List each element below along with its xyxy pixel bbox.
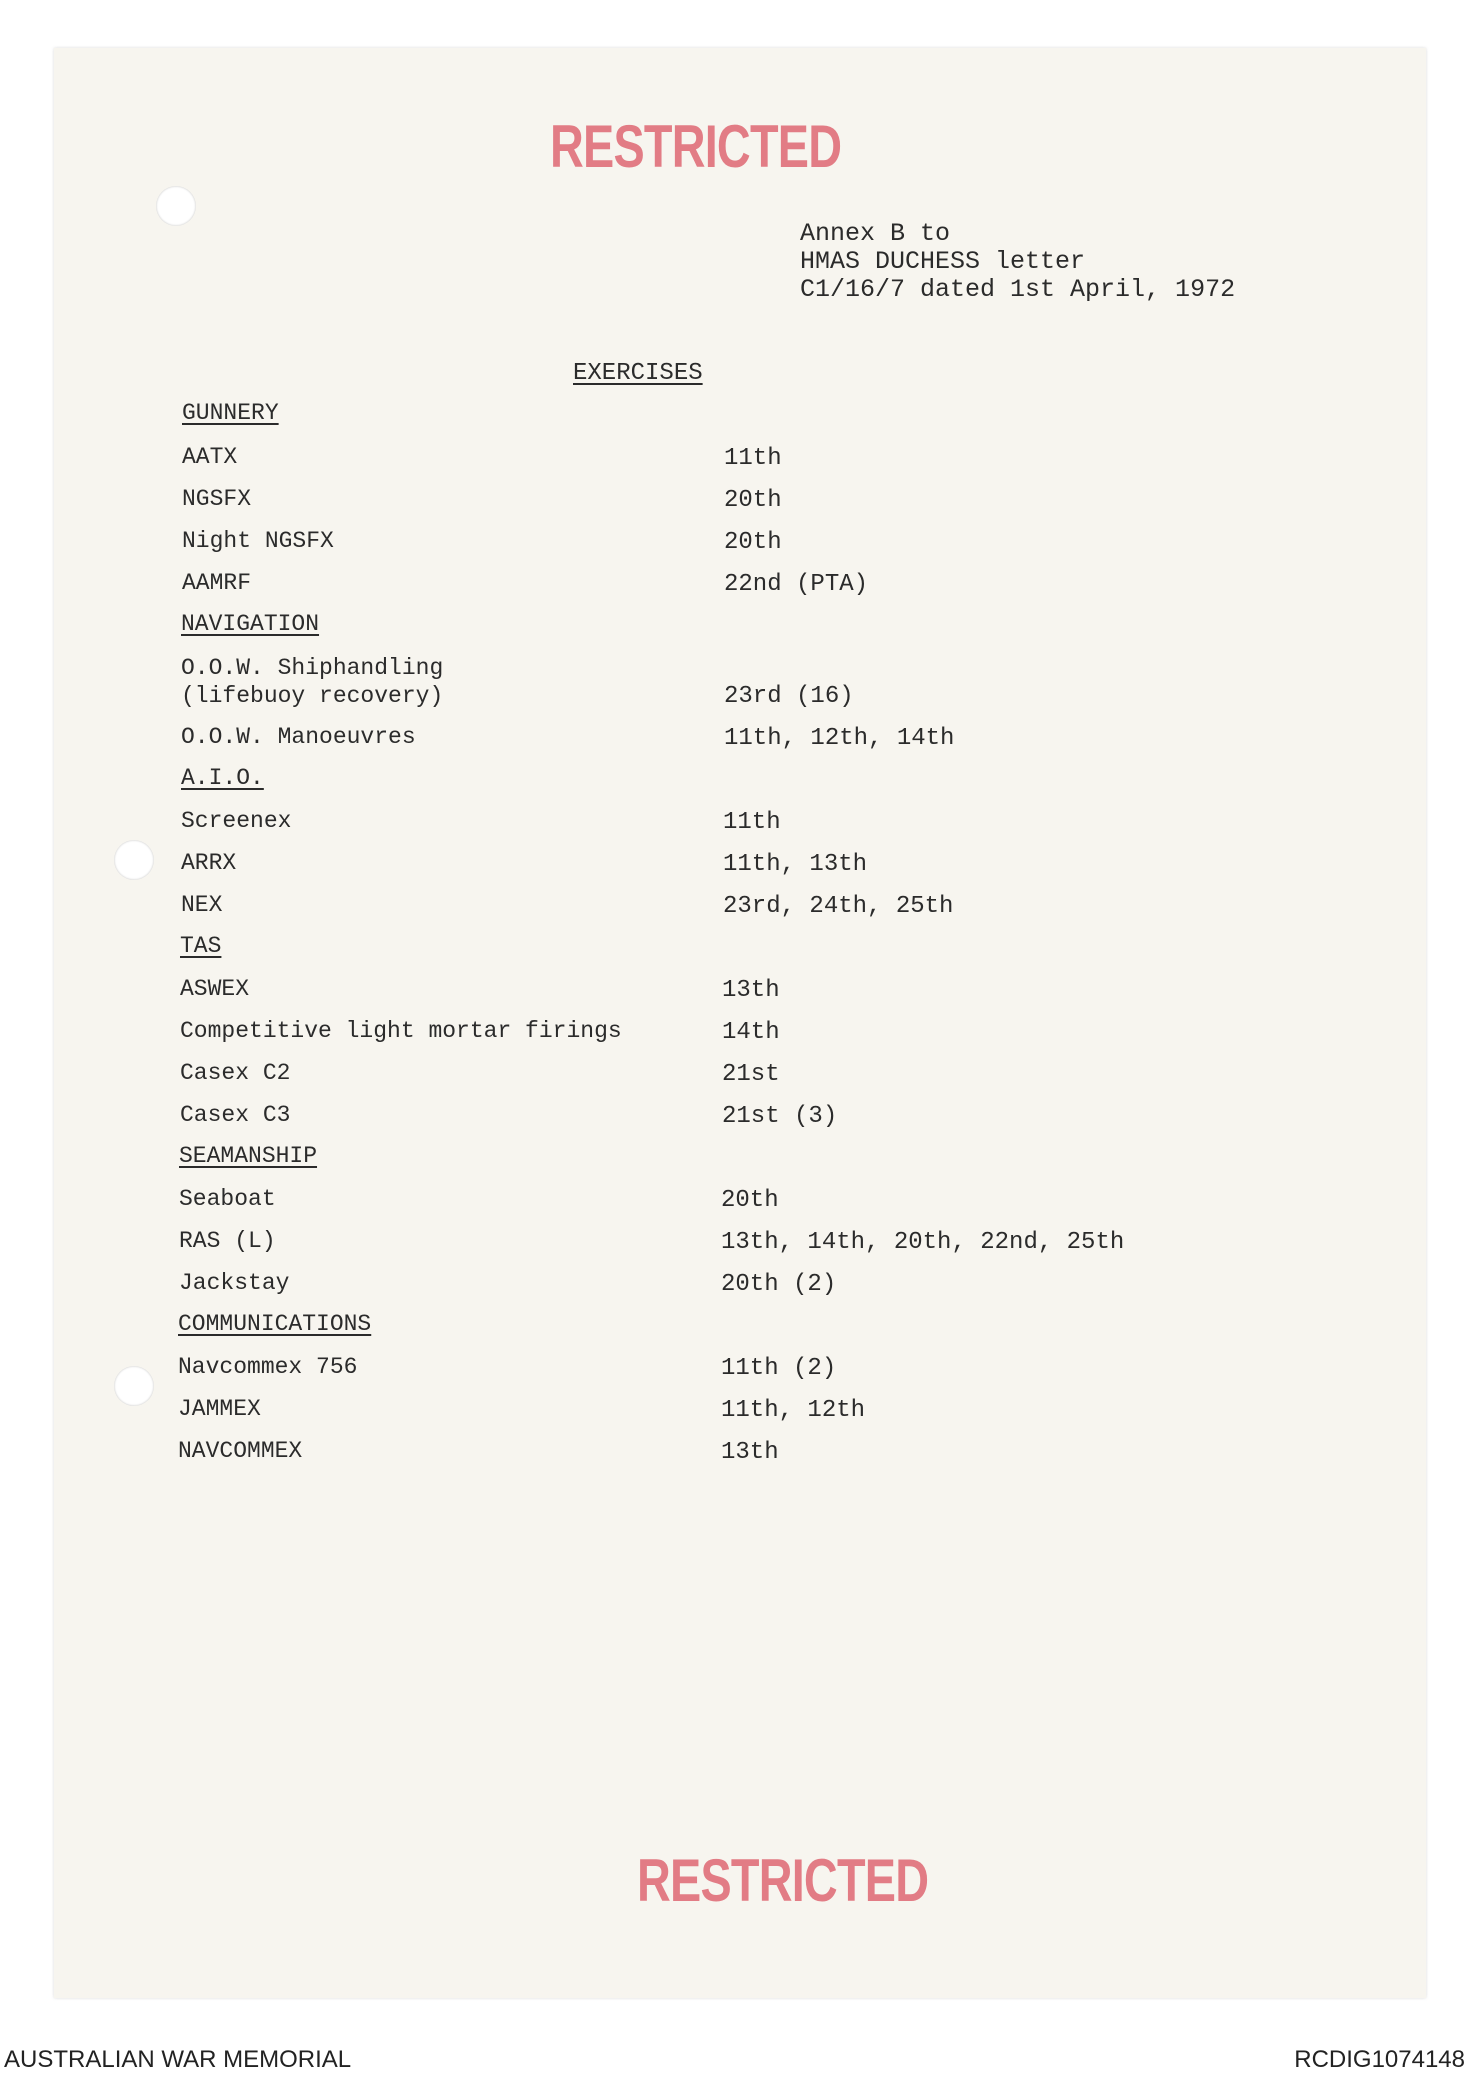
exercise-name: ASWEX	[180, 976, 250, 1002]
exercise-name: ARRX	[181, 850, 237, 876]
exercise-name: Jackstay	[179, 1270, 290, 1296]
restricted-stamp-bottom: RESTRICTED	[637, 1847, 929, 1914]
exercise-dates: 23rd, 24th, 25th	[723, 893, 954, 920]
restricted-stamp-top: RESTRICTED	[550, 113, 842, 180]
exercise-dates: 20th (2)	[721, 1271, 837, 1298]
exercise-name: Casex C2	[180, 1060, 291, 1086]
section-title-gunnery: GUNNERY	[182, 400, 279, 426]
exercise-dates: 11th	[724, 445, 782, 472]
exercise-dates: 21st	[722, 1061, 780, 1088]
annex-reference	[800, 220, 1235, 304]
exercise-dates: 11th, 13th	[723, 851, 868, 878]
section-title-navigation: NAVIGATION	[181, 611, 320, 637]
section-title-tas: TAS	[180, 933, 222, 959]
exercise-dates: 14th	[722, 1019, 780, 1046]
exercise-name: Screenex	[181, 808, 292, 834]
exercise-name: AATX	[182, 444, 238, 470]
page-title: EXERCISES	[573, 360, 703, 387]
exercise-dates: 23rd (16)	[724, 683, 854, 710]
annex-line: HMAS DUCHESS letter	[800, 247, 1086, 276]
exercise-dates: 11th	[723, 809, 781, 836]
section-title-aio: A.I.O.	[181, 765, 264, 791]
exercise-dates: 11th, 12th	[721, 1397, 866, 1424]
exercise-name-continued: (lifebuoy recovery)	[181, 683, 444, 709]
punch-hole	[156, 186, 196, 226]
exercise-name: NEX	[181, 892, 223, 918]
exercise-name: O.O.W. Manoeuvres	[181, 724, 416, 750]
exercise-dates: 22nd (PTA)	[724, 571, 869, 598]
exercise-name: Night NGSFX	[182, 528, 334, 554]
exercise-dates: 20th	[721, 1187, 779, 1214]
annex-line: Annex B to	[800, 219, 951, 248]
exercise-dates: 13th	[722, 977, 780, 1004]
footer-source: AUSTRALIAN WAR MEMORIAL	[4, 2046, 352, 2073]
exercise-dates: 13th	[721, 1439, 779, 1466]
exercise-name: RAS (L)	[179, 1228, 276, 1254]
exercise-name: NAVCOMMEX	[178, 1438, 303, 1464]
exercise-name: JAMMEX	[178, 1396, 261, 1422]
exercise-dates: 21st (3)	[722, 1103, 838, 1130]
section-title-seamanship: SEAMANSHIP	[179, 1143, 318, 1169]
exercise-name: NGSFX	[182, 486, 252, 512]
punch-hole	[114, 840, 154, 880]
exercise-name: Casex C3	[180, 1102, 291, 1128]
exercise-dates: 11th, 12th, 14th	[724, 725, 955, 752]
exercise-dates: 13th, 14th, 20th, 22nd, 25th	[721, 1229, 1125, 1256]
exercise-name: Navcommex 756	[178, 1354, 358, 1380]
footer-reference-id: RCDIG1074148	[1294, 2046, 1465, 2073]
annex-line: C1/16/7 dated 1st April, 1972	[800, 275, 1236, 304]
section-title-communications: COMMUNICATIONS	[178, 1311, 372, 1337]
exercise-dates: 11th (2)	[721, 1355, 837, 1382]
exercise-name: AAMRF	[182, 570, 252, 596]
exercise-name: O.O.W. Shiphandling	[181, 655, 444, 681]
exercise-name: Seaboat	[179, 1186, 276, 1212]
exercise-dates: 20th	[724, 487, 782, 514]
exercise-name: Competitive light mortar firings	[180, 1018, 622, 1044]
punch-hole	[114, 1366, 154, 1406]
exercise-dates: 20th	[724, 529, 782, 556]
